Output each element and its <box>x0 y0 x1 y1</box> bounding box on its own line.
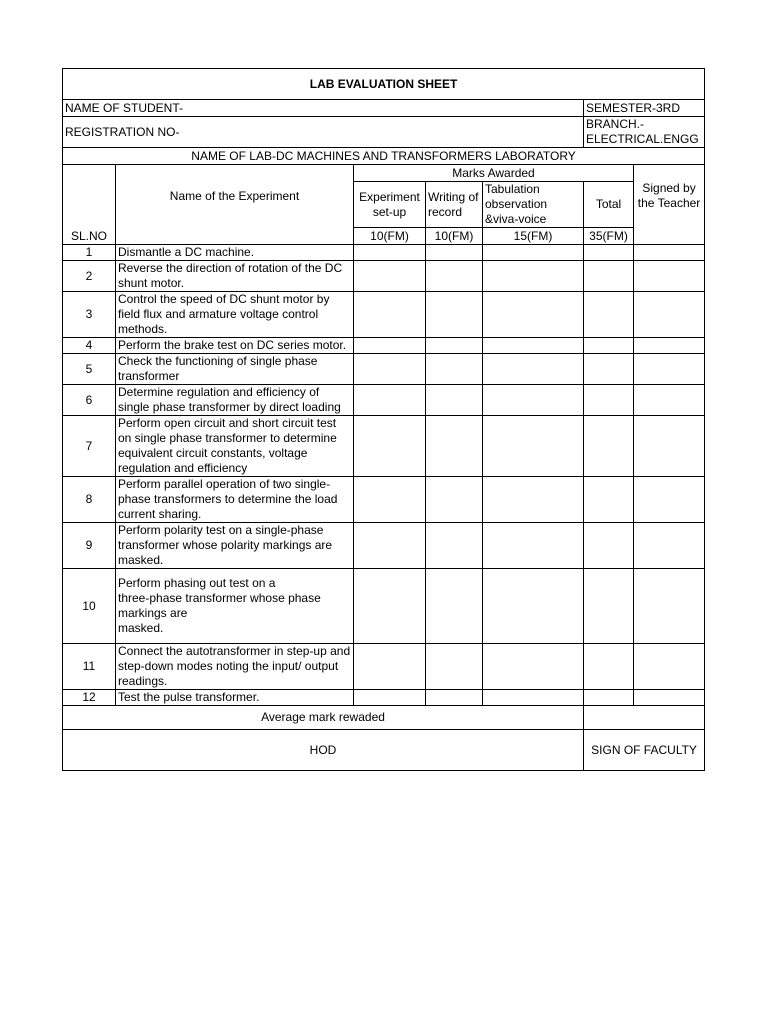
tabulation-mark-cell[interactable] <box>483 690 584 706</box>
experiment-row <box>63 338 705 354</box>
setup-mark-cell[interactable] <box>354 338 426 354</box>
record-mark-cell[interactable] <box>426 338 483 354</box>
tabulation-mark-cell[interactable] <box>483 354 584 385</box>
experiment-number: 3 <box>63 292 116 338</box>
tabulation-mark-cell[interactable] <box>483 477 584 523</box>
setup-mark-cell[interactable] <box>354 569 426 644</box>
total-mark-cell[interactable] <box>584 261 634 292</box>
lab-name: NAME OF LAB-DC MACHINES AND TRANSFORMERS LABORATORY <box>63 148 705 165</box>
setup-header: Experiment set-up <box>354 182 426 228</box>
total-mark-cell[interactable] <box>584 569 634 644</box>
signed-by-teacher-header: Signed by the Teacher <box>634 165 705 228</box>
total-mark-cell[interactable] <box>584 385 634 416</box>
record-mark-cell[interactable] <box>426 261 483 292</box>
experiment-name: Perform the brake test on DC series motor. <box>116 338 354 354</box>
tabulation-mark-cell[interactable] <box>483 292 584 338</box>
total-mark-cell[interactable] <box>584 690 634 706</box>
total-mark-cell[interactable] <box>584 245 634 261</box>
teacher-sign-cell[interactable] <box>634 261 705 292</box>
experiment-name: Perform open circuit and short circuit test on single phase transformer to determine equivalent circuit constants, voltage regulation and efficiency <box>116 416 354 477</box>
setup-mark-cell[interactable] <box>354 261 426 292</box>
setup-mark-cell[interactable] <box>354 477 426 523</box>
teacher-sign-cell[interactable] <box>634 569 705 644</box>
teacher-sign-cell[interactable] <box>634 416 705 477</box>
experiment-number: 1 <box>63 245 116 261</box>
teacher-sign-cell[interactable] <box>634 354 705 385</box>
experiment-row <box>63 416 705 477</box>
experiment-name: Reverse the direction of rotation of the DC shunt motor. <box>116 261 354 292</box>
teacher-sign-cell[interactable] <box>634 477 705 523</box>
experiment-row <box>63 261 705 292</box>
experiment-name: Connect the autotransformer in step-up and step-down modes noting the input/ output readings. <box>116 644 354 690</box>
experiment-number: 7 <box>63 416 116 477</box>
average-mark-cell[interactable] <box>584 706 705 730</box>
record-mark-cell[interactable] <box>426 354 483 385</box>
experiment-number: 6 <box>63 385 116 416</box>
experiment-name: Dismantle a DC machine. <box>116 245 354 261</box>
experiment-row <box>63 245 705 261</box>
setup-mark-cell[interactable] <box>354 690 426 706</box>
experiment-number: 4 <box>63 338 116 354</box>
teacher-sign-cell[interactable] <box>634 385 705 416</box>
student-name-field[interactable]: NAME OF STUDENT- <box>63 100 584 117</box>
record-mark-cell[interactable] <box>426 416 483 477</box>
record-mark-cell[interactable] <box>426 245 483 261</box>
teacher-sign-cell[interactable] <box>634 338 705 354</box>
teacher-sign-cell[interactable] <box>634 690 705 706</box>
setup-mark-cell[interactable] <box>354 354 426 385</box>
registration-field[interactable]: REGISTRATION NO- <box>63 117 584 148</box>
experiment-number: 2 <box>63 261 116 292</box>
sheet-title: LAB EVALUATION SHEET <box>63 69 705 100</box>
total-mark-cell[interactable] <box>584 477 634 523</box>
tabulation-mark-cell[interactable] <box>483 385 584 416</box>
semester-field: SEMESTER-3RD <box>584 100 705 117</box>
tabulation-header: Tabulation observation &viva-voice <box>483 182 584 228</box>
lab-evaluation-table <box>62 68 705 771</box>
experiment-name-header-spacer <box>116 228 354 245</box>
marks-awarded-header: Marks Awarded <box>354 165 634 182</box>
tabulation-mark-cell[interactable] <box>483 523 584 569</box>
total-header: Total <box>584 182 634 228</box>
total-mark-cell[interactable] <box>584 644 634 690</box>
experiment-row <box>63 477 705 523</box>
record-mark-cell[interactable] <box>426 569 483 644</box>
tabulation-mark-cell[interactable] <box>483 644 584 690</box>
experiment-row <box>63 292 705 338</box>
total-mark-cell[interactable] <box>584 338 634 354</box>
total-mark-cell[interactable] <box>584 292 634 338</box>
experiment-row <box>63 644 705 690</box>
experiment-name: Perform parallel operation of two single-phase transformers to determine the load current sharing. <box>116 477 354 523</box>
average-mark-label: Average mark rewaded <box>63 706 584 730</box>
experiment-name: Perform polarity test on a single-phase transformer whose polarity markings are masked. <box>116 523 354 569</box>
tabulation-fm: 15(FM) <box>483 228 584 245</box>
record-mark-cell[interactable] <box>426 477 483 523</box>
teacher-sign-cell[interactable] <box>634 523 705 569</box>
experiment-number: 8 <box>63 477 116 523</box>
experiment-row <box>63 569 705 644</box>
total-mark-cell[interactable] <box>584 416 634 477</box>
setup-mark-cell[interactable] <box>354 245 426 261</box>
experiment-number: 11 <box>63 644 116 690</box>
sl-no-header: SL.NO <box>63 165 116 245</box>
record-mark-cell[interactable] <box>426 644 483 690</box>
setup-fm: 10(FM) <box>354 228 426 245</box>
tabulation-mark-cell[interactable] <box>483 416 584 477</box>
setup-mark-cell[interactable] <box>354 385 426 416</box>
experiment-name: Perform phasing out test on a three-phase transformer whose phase markings are masked. <box>116 569 354 644</box>
record-mark-cell[interactable] <box>426 690 483 706</box>
tabulation-mark-cell[interactable] <box>483 569 584 644</box>
setup-mark-cell[interactable] <box>354 292 426 338</box>
tabulation-mark-cell[interactable] <box>483 245 584 261</box>
experiment-name: Control the speed of DC shunt motor by field flux and armature voltage control methods. <box>116 292 354 338</box>
setup-mark-cell[interactable] <box>354 644 426 690</box>
faculty-signature[interactable]: SIGN OF FACULTY <box>584 730 705 771</box>
record-fm: 10(FM) <box>426 228 483 245</box>
record-mark-cell[interactable] <box>426 523 483 569</box>
experiment-row <box>63 523 705 569</box>
experiment-row <box>63 690 705 706</box>
total-mark-cell[interactable] <box>584 354 634 385</box>
total-mark-cell[interactable] <box>584 523 634 569</box>
experiment-name: Test the pulse transformer. <box>116 690 354 706</box>
record-mark-cell[interactable] <box>426 385 483 416</box>
hod-signature[interactable]: HOD <box>63 730 584 771</box>
experiment-name: Check the functioning of single phase transformer <box>116 354 354 385</box>
teacher-sign-cell[interactable] <box>634 245 705 261</box>
experiment-row <box>63 354 705 385</box>
experiment-number: 9 <box>63 523 116 569</box>
experiment-number: 10 <box>63 569 116 644</box>
branch-field: BRANCH.-ELECTRICAL.ENGG <box>584 117 705 148</box>
experiment-number: 5 <box>63 354 116 385</box>
record-mark-cell[interactable] <box>426 292 483 338</box>
tabulation-mark-cell[interactable] <box>483 261 584 292</box>
experiment-name-header: Name of the Experiment <box>116 165 354 228</box>
tabulation-mark-cell[interactable] <box>483 338 584 354</box>
record-header: Writing of record <box>426 182 483 228</box>
experiment-row <box>63 385 705 416</box>
experiment-number: 12 <box>63 690 116 706</box>
experiment-name: Determine regulation and efficiency of single phase transformer by direct loading <box>116 385 354 416</box>
total-fm: 35(FM) <box>584 228 634 245</box>
teacher-sign-cell[interactable] <box>634 292 705 338</box>
setup-mark-cell[interactable] <box>354 416 426 477</box>
signed-header-spacer <box>634 228 705 245</box>
teacher-sign-cell[interactable] <box>634 644 705 690</box>
setup-mark-cell[interactable] <box>354 523 426 569</box>
